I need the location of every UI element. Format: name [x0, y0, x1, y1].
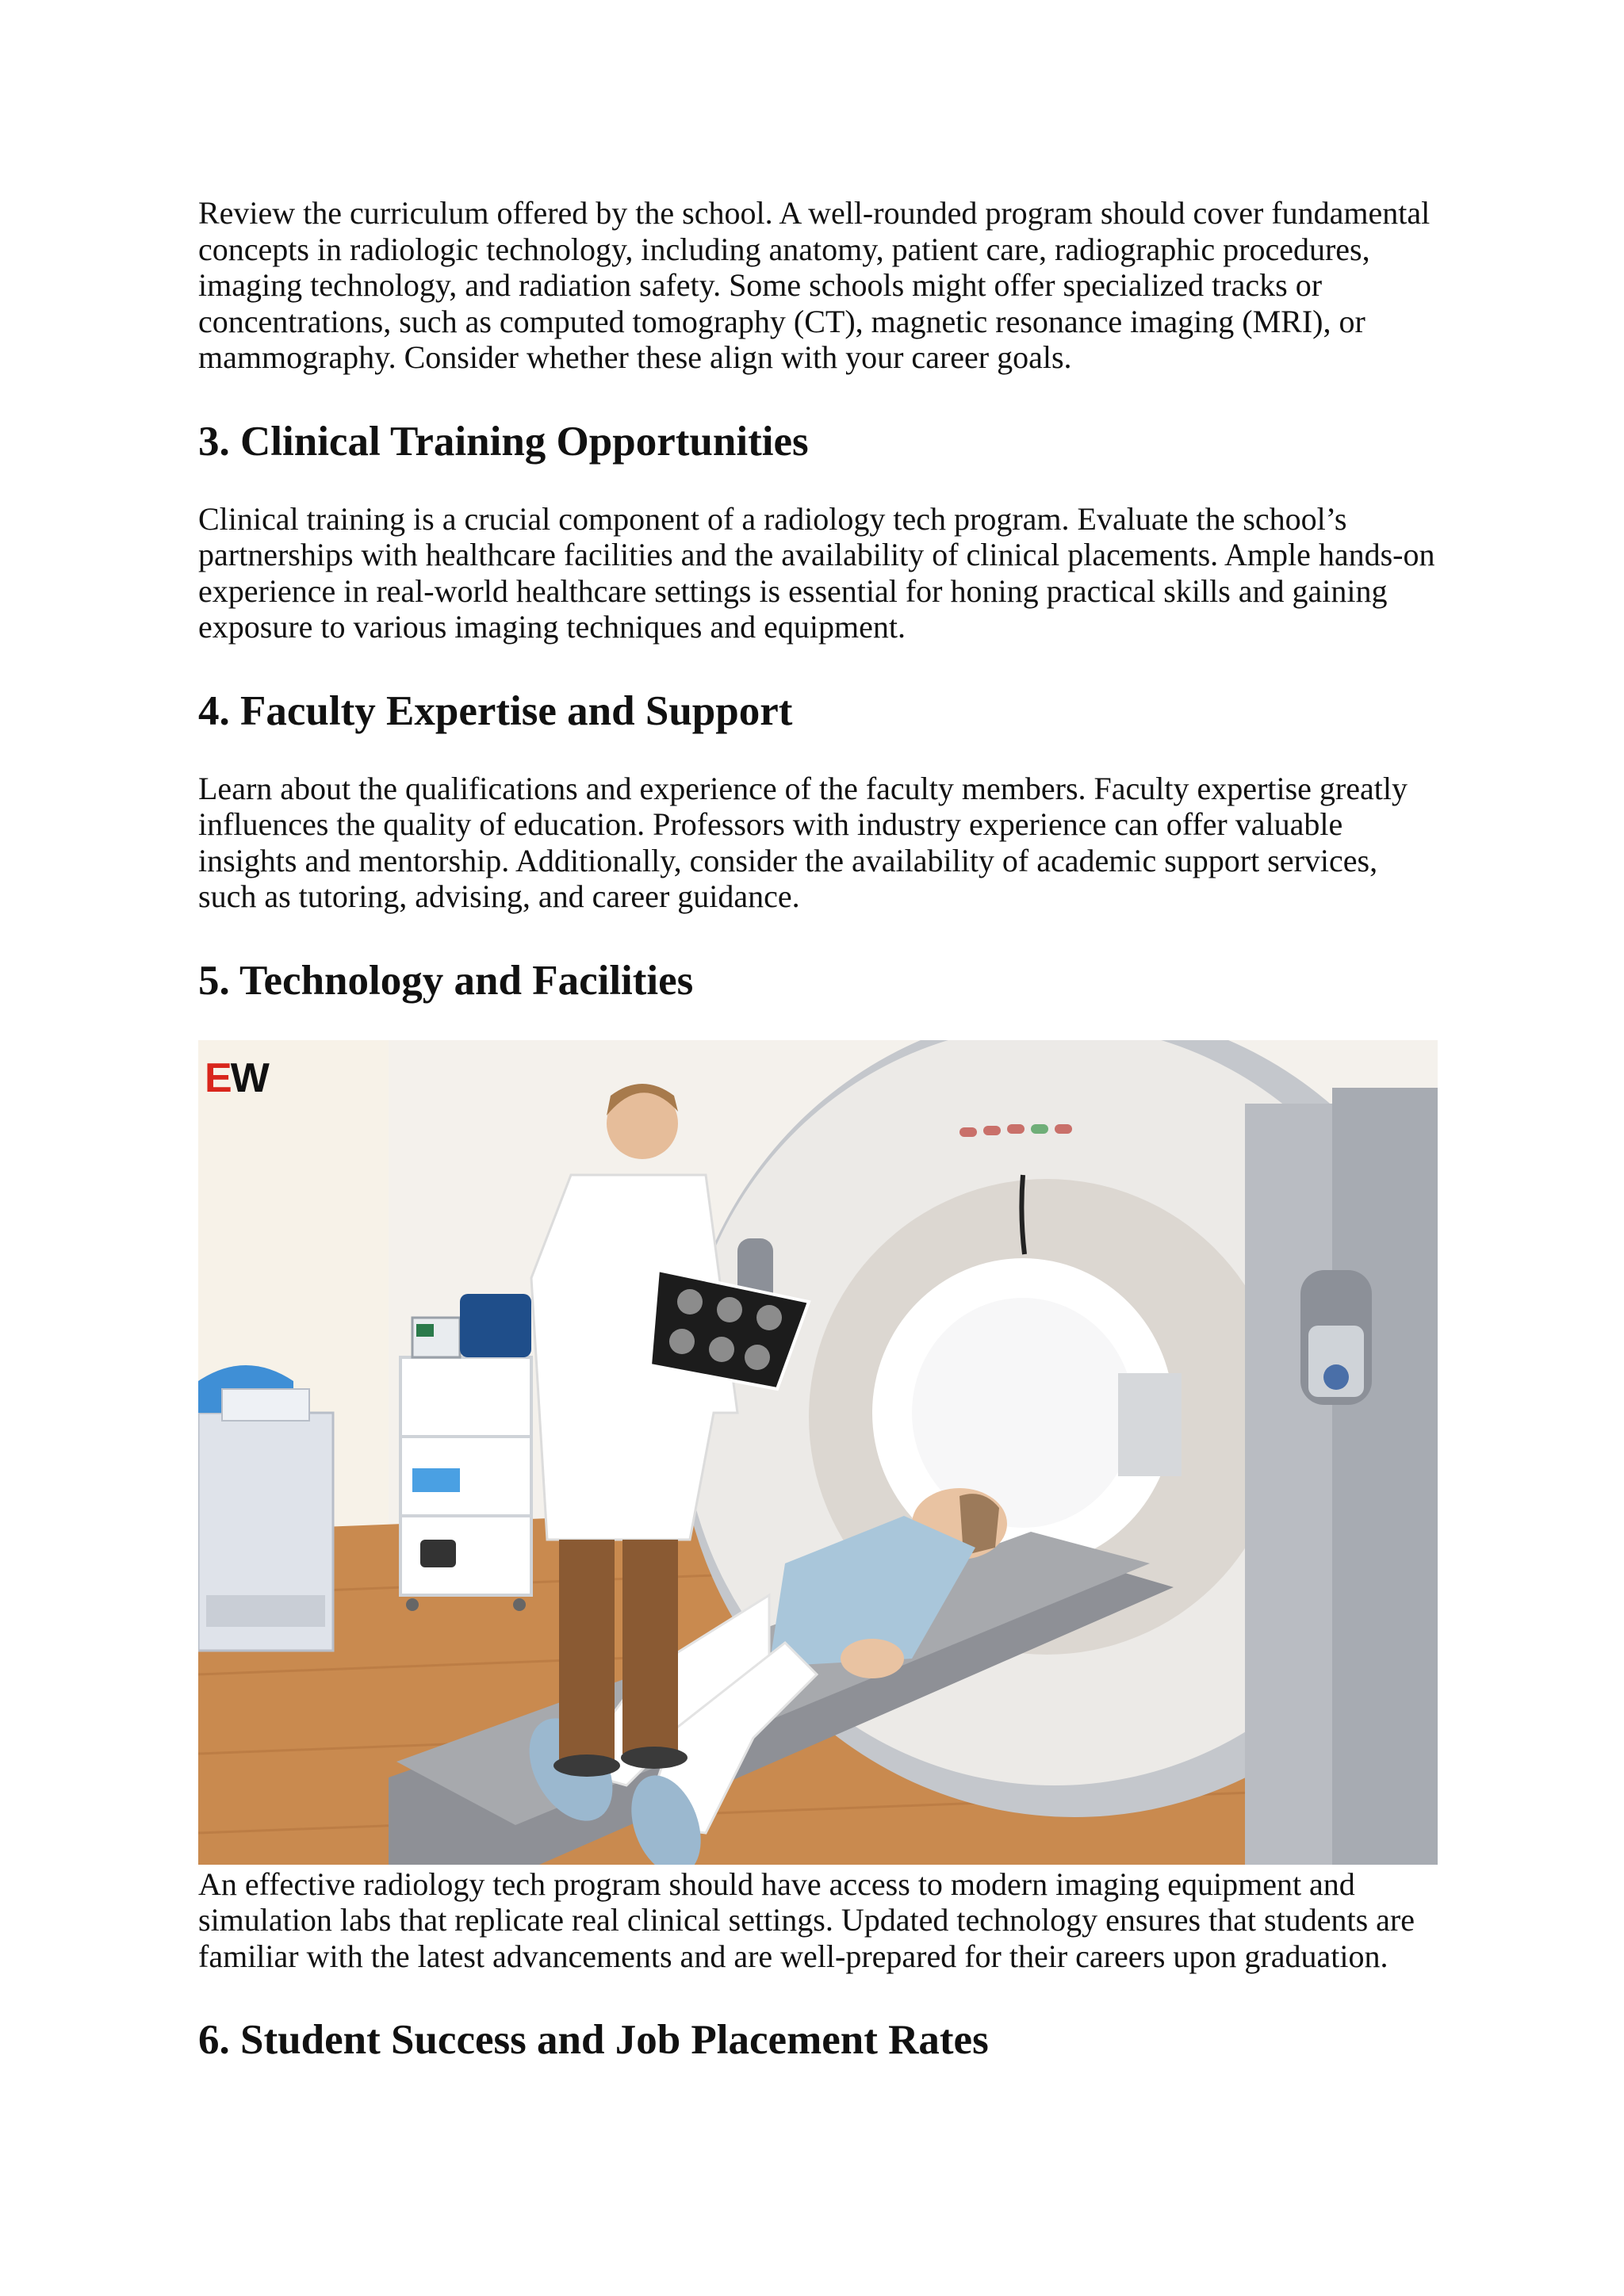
- logo-letter-e: E: [205, 1054, 231, 1101]
- ew-logo: [205, 1054, 268, 1101]
- ct-scanner-illustration: [198, 1040, 1438, 1865]
- heading-student-success: 6. Student Success and Job Placement Rates: [198, 2017, 989, 2063]
- heading-faculty-expertise: 4. Faculty Expertise and Support: [198, 687, 793, 734]
- paragraph-faculty-expertise: Learn about the qualifications and experience of the faculty members. Faculty expertise greatly influences the quality of education. Professors with industry experience can offer valuable insights and mentorship. Additionally, consider the availability of academic support services, such as tutoring, advising, and career guidance.: [198, 770, 1408, 914]
- logo-letter-w: W: [230, 1054, 268, 1101]
- paragraph-clinical-training: Clinical training is a crucial component of a radiology tech program. Evaluate the school’s partnerships with healthcare facilities and the availability of clinical placements. Ample hands-on experience in real-world healthcare settings is essential for honing practical skills and gaining exposure to various imaging techniques and equipment.: [198, 500, 1435, 645]
- ct-scanner-photo: [198, 1040, 1438, 1865]
- heading-technology-facilities: 5. Technology and Facilities: [198, 957, 694, 1004]
- document-page: [198, 195, 1435, 2064]
- intro-paragraph: Review the curriculum offered by the school. A well-rounded program should cover fundamental concepts in radiologic technology, including anatomy, patient care, radiographic procedures, imaging technology, and radiation safety. Some schools might offer specialized tracks or concentrations, such as computed tomography (CT), magnetic resonance imaging (MRI), or mammography. Consider whether these align with your career goals.: [198, 195, 1431, 375]
- heading-clinical-training: 3. Clinical Training Opportunities: [198, 418, 809, 465]
- paragraph-technology-facilities: An effective radiology tech program should have access to modern imaging equipment and simulation labs that replicate real clinical settings. Updated technology ensures that students are familiar with the latest advancements and are well-prepared for their careers upon graduation.: [198, 1866, 1415, 1974]
